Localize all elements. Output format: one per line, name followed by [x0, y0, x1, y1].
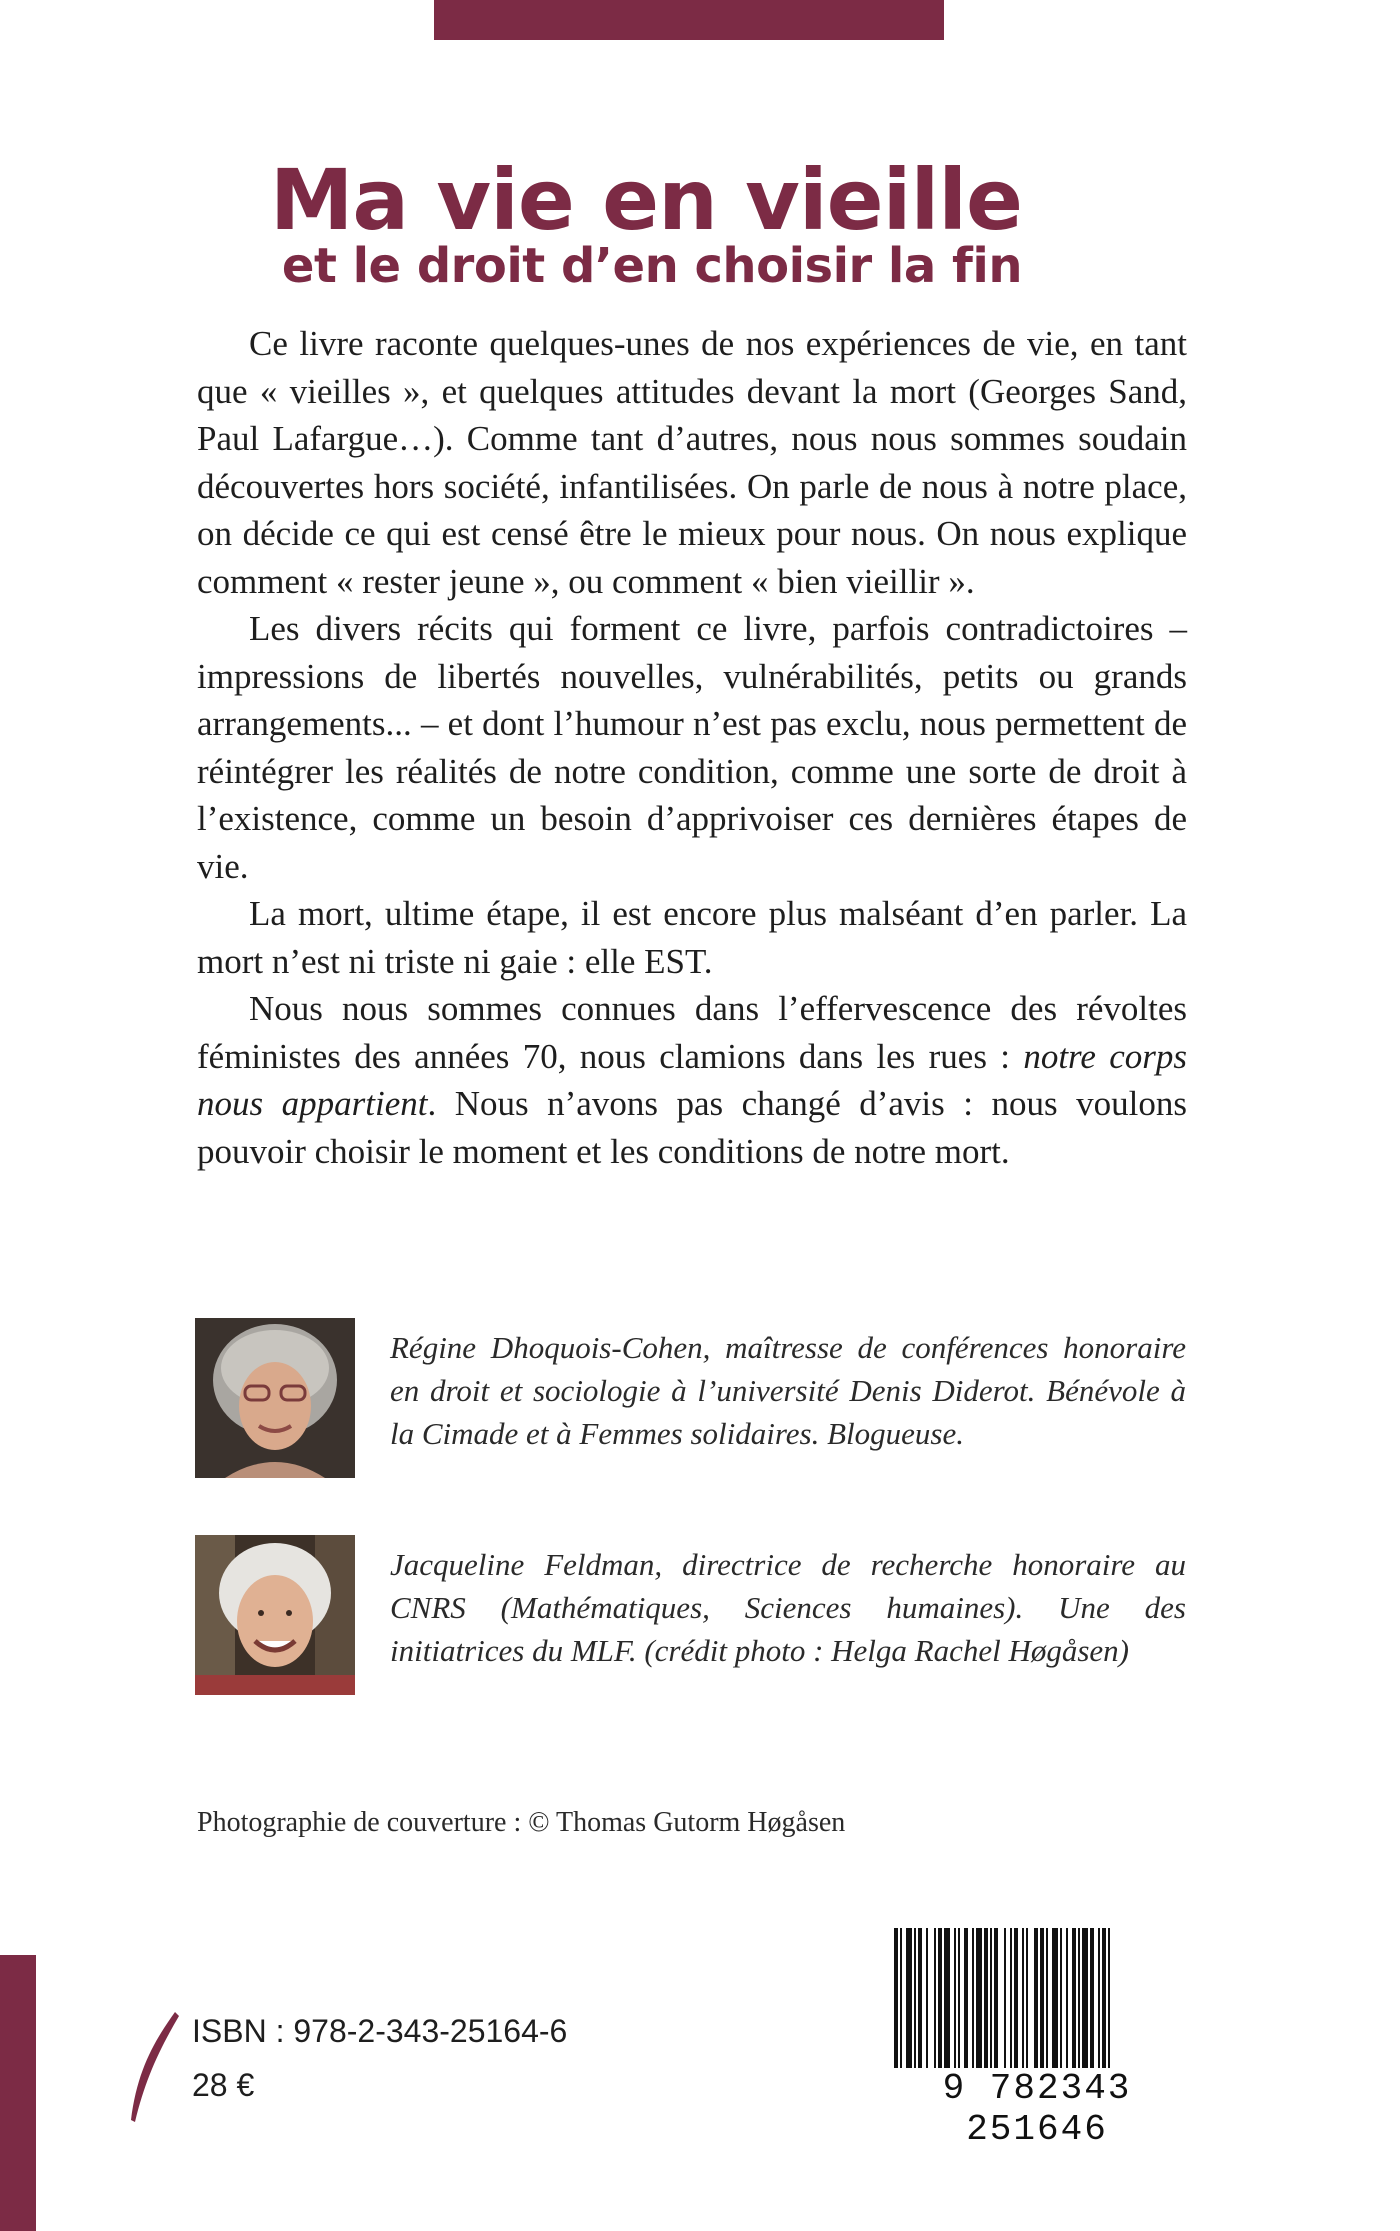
top-color-band — [434, 0, 944, 40]
barcode-bar — [1066, 1928, 1068, 2068]
author-bio-1-text: Régine Dhoquois-Cohen, maîtresse de conférences honoraire en droit et sociologie à l’université Denis Diderot. Bénévole à la Cimade et à Femmes solidaires. Blogueuse. — [390, 1330, 1186, 1451]
barcode-bar — [1034, 1928, 1038, 2068]
author-bio-2 — [195, 1535, 1195, 1695]
author-photo-1 — [195, 1318, 355, 1478]
barcode-bar — [914, 1928, 916, 2068]
barcode-bar — [1072, 1928, 1076, 2068]
barcode-bar — [1022, 1928, 1024, 2068]
barcode-bar — [1098, 1928, 1100, 2068]
author-bio-2-text: Jacqueline Feldman, directrice de recherche honoraire au CNRS (Mathématiques, Sciences humaines). Une des initiatrices du MLF. (crédit photo : Helga Rachel Høgåsen) — [390, 1547, 1186, 1668]
barcode-bar — [938, 1928, 942, 2068]
barcode-bar — [900, 1928, 902, 2068]
barcode-bar — [964, 1928, 968, 2068]
barcode-bar — [1026, 1928, 1028, 2068]
barcode-bar — [894, 1928, 898, 2068]
price: 28 € — [192, 2067, 255, 2103]
barcode-bar — [934, 1928, 936, 2068]
barcode-bar — [918, 1928, 922, 2068]
author-bio-1 — [195, 1318, 1195, 1478]
barcode-bar — [976, 1928, 982, 2068]
barcode-bar — [990, 1928, 992, 2068]
blurb-paragraph-1: Ce livre raconte quelques-unes de nos expériences de vie, en tant que « vieilles », et quelques attitudes devant la mort (Georges Sand, Paul Lafargue…). Comme tant d’autres, nous nous sommes soudain découvertes hors société, infantilisées. On parle de nous à notre place, on décide ce qui est censé être le mieux pour nous. On nous explique comment « rester jeune », ou comment « bien vieillir ». — [197, 324, 1187, 601]
barcode-bar — [1004, 1928, 1006, 2068]
barcode-bars — [894, 1928, 1180, 2068]
barcode-bar — [1040, 1928, 1044, 2068]
barcode-bar — [1046, 1928, 1048, 2068]
isbn: ISBN : 978-2-343-25164-6 — [192, 2013, 568, 2049]
barcode-digits: 9 782343 251646 — [942, 2068, 1132, 2150]
book-title: Ma vie en vieille — [269, 151, 1022, 249]
blurb-paragraph-2: Les divers récits qui forment ce livre, parfois contradictoires – impressions de libertés nouvelles, vulnérabilités, petits ou grands arrangements... – et dont l’humour n’est pas exclu, nous permettent de réintégrer les réalités de notre condition, comme une sorte de droit à l’existence, comme un besoin d’apprivoiser ces dernières étapes de vie. — [197, 609, 1187, 886]
blurb — [197, 320, 1187, 1175]
barcode-bar — [1108, 1928, 1110, 2068]
barcode-bar — [1090, 1928, 1094, 2068]
barcode-bar — [926, 1928, 928, 2068]
left-color-band — [0, 1955, 36, 2231]
blurb-p4-end: . Nous n’avons pas changé d’avis : nous voulons pouvoir choisir le moment et les conditions de notre mort. — [197, 1084, 1187, 1171]
barcode-bar — [984, 1928, 988, 2068]
author-photo-2 — [195, 1535, 355, 1695]
blurb-p4-italic: notre corps nous appartient — [197, 1036, 1187, 1123]
barcode-bar — [1102, 1928, 1106, 2068]
feather-logo-icon — [125, 2010, 185, 2130]
barcode-bar — [1014, 1928, 1018, 2068]
barcode-bar — [1052, 1928, 1058, 2068]
barcode-bar — [944, 1928, 950, 2068]
barcode-bar — [1082, 1928, 1088, 2068]
barcode-bar — [972, 1928, 974, 2068]
barcode-bar — [1060, 1928, 1062, 2068]
barcode-bar — [906, 1928, 912, 2068]
barcode-bar — [1010, 1928, 1012, 2068]
blurb-paragraph-3: La mort, ultime étape, il est encore plus malséant d’en parler. La mort n’est ni triste ni gaie : elle EST. — [197, 894, 1187, 981]
barcode — [872, 1920, 1202, 2150]
cover-photo-credit: Photographie de couverture : © Thomas Gutorm Høgåsen — [197, 1807, 846, 1838]
blurb-paragraph-4 — [197, 985, 1187, 1175]
blurb-p4-start: Nous nous sommes connues dans l’effervescence des révoltes féministes des années 70, nous clamions dans les rues : — [197, 989, 1187, 1076]
barcode-bar — [954, 1928, 956, 2068]
book-subtitle: et le droit d’en choisir la fin — [281, 238, 1022, 294]
barcode-bar — [958, 1928, 960, 2068]
barcode-bar — [1078, 1928, 1080, 2068]
barcode-bar — [994, 1928, 998, 2068]
